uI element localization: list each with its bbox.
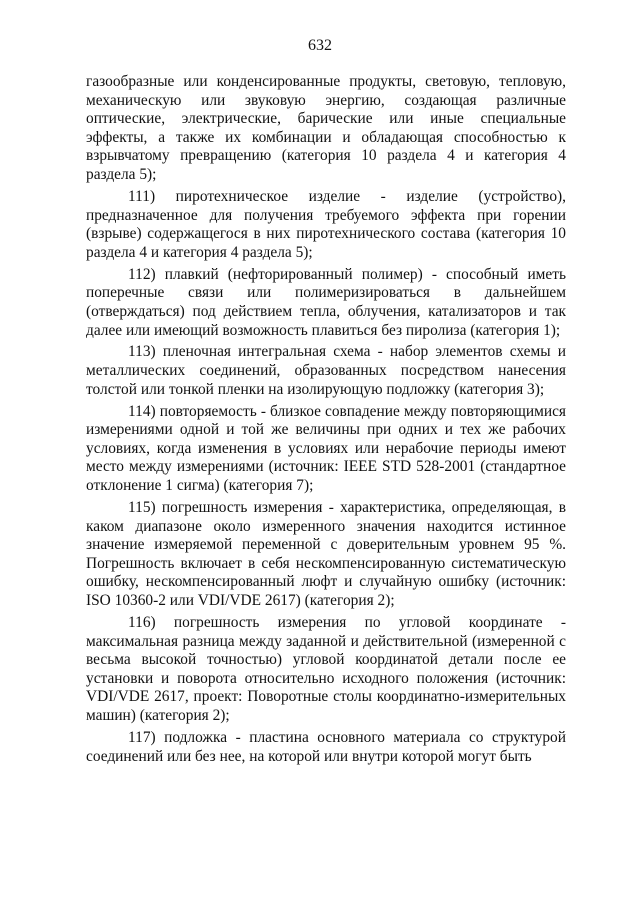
paragraph-definition-113: 113) пленочная интегральная схема - набор элементов схемы и металлических соединений, образованных посредством нанесения толстой или тонкой пленки на изолирующую подложку (категория 3); [86,343,566,398]
paragraph-definition-116: 116) погрешность измерения по угловой координате - максимальная разница между заданной и действительной (измеренной с весьма высокой точностью) угловой координатой детали после ее установки и поворота относительно исходного положения (источник: VDI/VDE 2617, проект: Поворотные столы координатно-измерительных машин) (категория 2); [86,613,566,724]
document-body [86,73,566,770]
paragraph-definition-111: 111) пиротехническое изделие - изделие (устройство), предназначенное для получения требуемого эффекта при горении (взрыве) содержащегося в них пиротехнического состава (категория 10 раздела 4 и категория 4 раздела 5); [86,187,566,261]
paragraph-continuation: газообразные или конденсированные продукты, световую, тепловую, механическую или звуковую энергию, создающая различные оптические, электрические, барические или иные специальные эффекты, а также их комбинации и обладающая способностью к взрывчатому превращению (категория 10 раздела 4 и категория 4 раздела 5); [86,73,566,183]
paragraph-definition-114: 114) повторяемость - близкое совпадение между повторяющимися измерениями одной и той же величины при одних и тех же рабочих условиях, когда изменения в условиях или нерабочие периоды имеют место между измерениями (источник: IEEE STD 528-2001 (стандартное отклонение 1 сигма) (категория 7); [86,402,566,495]
paragraph-definition-115: 115) погрешность измерения - характеристика, определяющая, в каком диапазоне около измеренного значения находится истинное значение измеряемой переменной с доверительным уровнем 95 %. Погрешность включает в себя нескомпенсированную систематическую ошибку, нескомпенсированный люфт и случайную ошибку (источник: ISO 10360-2 или VDI/VDE 2617) (категория 2); [86,499,566,609]
paragraph-definition-117: 117) подложка - пластина основного материала со структурой соединений или без нее, на которой или внутри которой могут быть [86,728,566,765]
page-number: 632 [308,37,332,54]
paragraph-definition-112: 112) плавкий (нефторированный полимер) - способный иметь поперечные связи или полимеризироваться в дальнейшем (отверждаться) под действием тепла, облучения, катализаторов и так далее или имеющий возможность плавиться без пиролиза (категория 1); [86,265,566,339]
